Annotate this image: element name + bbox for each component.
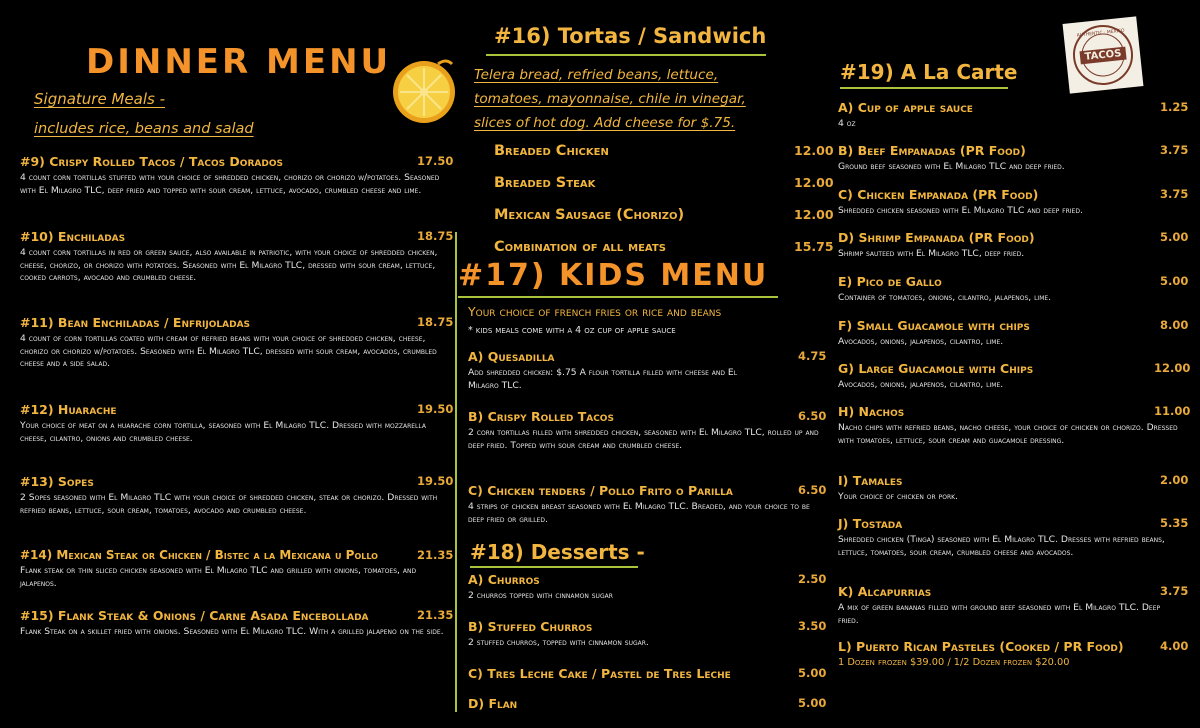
- tacos-logo: [1063, 16, 1144, 93]
- tortas-description: Telera bread, refried beans, lettuce, tomatoes, mayonnaise, chile in vinegar, slices of hot dog. Add cheese for $.75.: [474, 67, 746, 131]
- lemon-slice-icon: [388, 54, 460, 126]
- item-desc: 4 count corn tortillas stuffed with your choice of shredded chicken, chorizo or chorizo w/potatoes. Seasoned with El Milagro TLC, deep fried and topped with sour cream, lettuce, avocado, crumbled cheese and lime.: [20, 172, 440, 196]
- item-price: 4.00: [1160, 639, 1189, 653]
- item-desc: 4 count corn tortillas in red or green sauce, also available in patriotic, with your choice of shredded chicken, cheese, chorizo, or chorizo with potatoes. Seasoned with El Milagro TLC, dressed with sour cream, lettuce, cooked carrots, avocado and crumbled cheese.: [20, 247, 438, 284]
- carte-large-guacamole: [838, 361, 1191, 392]
- item-name: Breaded Chicken: [494, 143, 609, 159]
- item-desc: 4 strips of chicken breast seasoned with El Milagro TLC. Breaded, and your choice to be deep fried or grilled.: [468, 501, 810, 525]
- item-price: 19.50: [417, 474, 454, 488]
- item-desc: Nacho chips with refried beans, nacho cheese, your choice of chicken or chorizo. Dressed with tomatoes, lettuce, sour cream and guacamole dressing.: [838, 422, 1178, 446]
- item-name: E) Pico de Gallo: [838, 274, 942, 289]
- item-price: 5.00: [798, 696, 827, 710]
- torta-breaded-chicken: [494, 143, 834, 159]
- item-desc: 2 churros topped with cinnamon sugar: [468, 590, 613, 601]
- item-name: B) Stuffed Churros: [468, 619, 593, 634]
- item-desc: Flank Steak on a skillet fried with onions. Seasoned with El Milagro TLC. With a grilled jalapeno on the side.: [20, 626, 444, 637]
- kids-chicken-tenders: [468, 483, 827, 526]
- item-price: 5.35: [1160, 516, 1189, 530]
- item-price: 1.25: [1160, 100, 1189, 114]
- tortas-title: #16) Tortas / Sandwich: [494, 24, 767, 48]
- item-price: 8.00: [1160, 318, 1189, 332]
- carte-pasteles: [838, 639, 1189, 670]
- a-la-carte-underline: [840, 87, 1008, 89]
- item-desc: 2 corn tortillas filled with shredded chicken, seasoned with El Milagro TLC, rolled up and deep fried. Topped with sour cream and crumbled cheese.: [468, 427, 819, 451]
- kids-menu-subtitle: Your choice of french fries or rice and beans: [468, 304, 722, 319]
- item-price: 21.35: [417, 608, 454, 622]
- item-price: 4.75: [798, 349, 827, 363]
- includes-rice-subtitle: includes rice, beans and salad: [34, 121, 254, 137]
- desserts-title: #18) Desserts -: [470, 540, 645, 564]
- item-name: C) Chicken tenders / Pollo Frito o Parilla: [468, 483, 733, 498]
- tortas-underline: [486, 54, 766, 56]
- menu-item-11: [20, 315, 454, 371]
- item-desc: Flank steak or thin sliced chicken seasoned with El Milagro TLC and grilled with onions, tomatoes, and jalapenos.: [20, 565, 417, 589]
- item-price: 3.75: [1160, 143, 1189, 157]
- item-price: 6.50: [798, 409, 827, 423]
- item-price: 19.50: [417, 402, 454, 416]
- item-name: C) Chicken Empanada (PR Food): [838, 187, 1039, 202]
- item-name: B) Crispy Rolled Tacos: [468, 409, 614, 424]
- menu-item-12: [20, 402, 454, 445]
- item-price: 12.00: [794, 207, 834, 222]
- item-desc: 2 Sopes seasoned with El Milagro TLC with your choice of shredded chicken, steak or chorizo. Dressed with refried beans, lettuce, sour cream, tomatoes, avocado and crumbled cheese.: [20, 492, 438, 516]
- item-name: #9) Crispy Rolled Tacos / Tacos Dorados: [20, 154, 283, 169]
- menu-item-9: [20, 154, 454, 197]
- item-name: I) Tamales: [838, 473, 903, 488]
- item-price: 18.75: [417, 229, 454, 243]
- item-price: 21.35: [417, 548, 454, 562]
- kids-menu-underline: [458, 296, 778, 298]
- item-name: #15) Flank Steak & Onions / Carne Asada Encebollada: [20, 608, 369, 623]
- carte-alcapurrias: [838, 584, 1189, 627]
- item-desc: Shrimp sauteed with El Milagro TLC, deep fried.: [838, 248, 1025, 259]
- carte-tostada: [838, 516, 1189, 559]
- item-name: #13) Sopes: [20, 474, 94, 489]
- dinner-menu-title: DINNER MENU: [86, 42, 392, 82]
- item-name: #12) Huarache: [20, 402, 117, 417]
- item-desc: Shredded chicken seasoned with El Milagro TLC and deep fried.: [838, 205, 1083, 216]
- item-name: C) Tres Leche Cake / Pastel de Tres Leche: [468, 666, 731, 681]
- menu-item-10: [20, 229, 454, 285]
- item-desc: Avocados, onions, jalapenos, cilantro, lime.: [838, 336, 1004, 347]
- logo-ring-text: AUTHENTIC · MEXICO: [1076, 28, 1125, 39]
- item-desc: 1 Dozen frozen $39.00 / 1/2 Dozen frozen $20.00: [838, 657, 1070, 668]
- carte-shrimp-empanada: [838, 230, 1189, 261]
- carte-beef-empanadas: [838, 143, 1189, 174]
- item-price: 3.75: [1160, 187, 1189, 201]
- carte-apple-sauce: [838, 100, 1189, 131]
- kids-quesadilla: [468, 349, 827, 392]
- item-name: F) Small Guacamole with chips: [838, 318, 1030, 333]
- kids-crispy-rolled-tacos: [468, 409, 827, 452]
- menu-item-15: [20, 608, 454, 639]
- item-desc: 4 count of corn tortillas coated with cream of refried beans with your choice of shredded chicken, cheese, chorizo or chorizo w/potatoes. Seasoned with El Milagro TLC, dressed with sour cream, avocados, crumbled cheese and a side salad.: [20, 333, 437, 370]
- item-price: 3.75: [1160, 584, 1189, 598]
- item-price: 3.50: [798, 619, 827, 633]
- logo-text: TACOS: [1084, 48, 1122, 63]
- item-desc: Your choice of chicken or pork.: [838, 491, 958, 502]
- item-price: 6.50: [798, 483, 827, 497]
- item-price: 12.00: [1154, 361, 1191, 375]
- desserts-underline: [470, 566, 638, 568]
- item-name: G) Large Guacamole with Chips: [838, 361, 1034, 376]
- item-price: 5.00: [798, 666, 827, 680]
- menu-item-14: [20, 548, 454, 590]
- item-name: D) Flan: [468, 696, 518, 711]
- item-price: 17.50: [417, 154, 454, 168]
- item-desc: Ground beef seasoned with El Milagro TLC and deep fried.: [838, 161, 1065, 172]
- carte-tamales: [838, 473, 1189, 504]
- carte-pico-de-gallo: [838, 274, 1189, 305]
- item-name: Combination of all meats: [494, 239, 666, 255]
- item-name: B) Beef Empanadas (PR Food): [838, 143, 1026, 158]
- torta-breaded-steak: [494, 175, 834, 191]
- item-desc: Avocados, onions, jalapenos, cilantro, lime.: [838, 379, 1004, 390]
- a-la-carte-title: #19) A La Carte: [840, 60, 1018, 84]
- carte-small-guacamole: [838, 318, 1189, 349]
- item-name: H) Nachos: [838, 404, 905, 419]
- item-name: D) Shrimp Empanada (PR Food): [838, 230, 1035, 245]
- item-price: 15.75: [794, 239, 834, 254]
- item-name: A) Cup of apple sauce: [838, 100, 973, 115]
- item-name: K) Alcapurrias: [838, 584, 932, 599]
- dessert-stuffed-churros: [468, 619, 827, 650]
- item-name: #10) Enchiladas: [20, 229, 126, 244]
- item-desc: Shredded chicken (Tinga) seasoned with El Milagro TLC. Dresses with refried beans, lettuce, tomatoes, sour cream, crumbled cheese and avocados.: [838, 534, 1165, 558]
- carte-chicken-empanada: [838, 187, 1189, 218]
- signature-meals-subtitle: Signature Meals -: [34, 90, 165, 108]
- item-price: 5.00: [1160, 230, 1189, 244]
- item-name: A) Quesadilla: [468, 349, 555, 364]
- torta-combination: [494, 239, 834, 255]
- item-desc: Container of tomatoes, onions, cilantro, jalapenos, lime.: [838, 292, 1052, 303]
- item-name: #11) Bean Enchiladas / Enfrijoladas: [20, 315, 251, 330]
- item-desc: Add shredded chicken: $.75 A flour tortilla filled with cheese and El Milagro TLC.: [468, 367, 738, 391]
- item-desc: A mix of green bananas filled with ground beef seasoned with El Milagro TLC. Deep fried.: [838, 602, 1161, 626]
- item-price: 18.75: [417, 315, 454, 329]
- item-name: Mexican Sausage (Chorizo): [494, 207, 685, 223]
- dessert-flan: [468, 696, 827, 711]
- item-desc: 2 stuffed churros, topped with cinnamon sugar.: [468, 637, 649, 648]
- dessert-churros: [468, 572, 827, 603]
- torta-chorizo: [494, 207, 834, 223]
- column-divider: [455, 232, 457, 712]
- kids-menu-title: #17) KIDS MENU: [458, 258, 769, 293]
- item-name: #14) Mexican Steak or Chicken / Bistec a la Mexicana u Pollo: [20, 548, 378, 562]
- item-price: 5.00: [1160, 274, 1189, 288]
- item-price: 12.00: [794, 175, 834, 190]
- item-name: A) Churros: [468, 572, 540, 587]
- item-name: Breaded Steak: [494, 175, 596, 191]
- menu-item-13: [20, 474, 454, 517]
- item-desc: Your choice of meat on a huarache corn tortilla, seasoned with El Milagro TLC. Dressed with mozzarella cheese, cilantro, onions and crumbled cheese.: [20, 420, 426, 444]
- kids-menu-note: * kids meals come with a 4 oz cup of apple sauce: [468, 325, 676, 336]
- item-desc: 4 oz: [838, 118, 856, 129]
- item-price: 2.50: [798, 572, 827, 586]
- carte-nachos: [838, 404, 1191, 447]
- item-price: 2.00: [1160, 473, 1189, 487]
- item-price: 11.00: [1154, 404, 1191, 418]
- item-name: J) Tostada: [838, 516, 903, 531]
- item-name: L) Puerto Rican Pasteles (Cooked / PR Food): [838, 639, 1124, 654]
- item-price: 12.00: [794, 143, 834, 158]
- dessert-tres-leche: [468, 666, 827, 681]
